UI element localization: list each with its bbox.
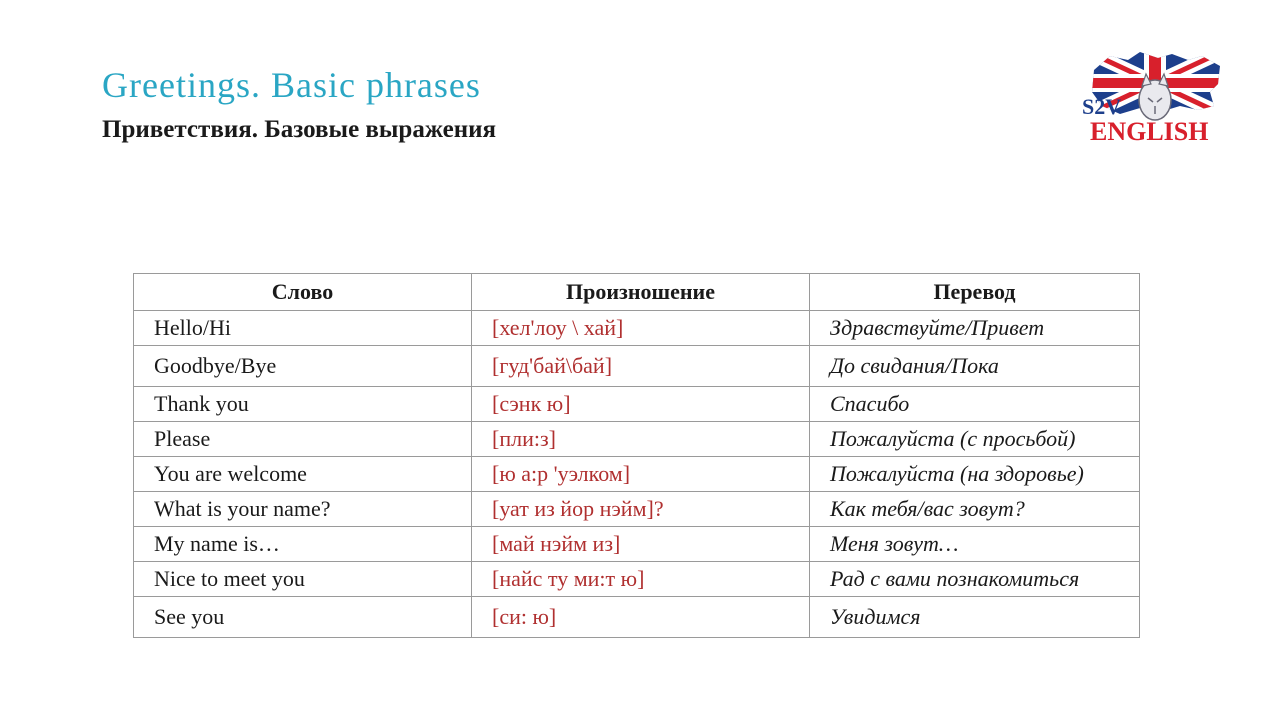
cell-pronunciation: [хел'лоу \ хай] bbox=[472, 311, 810, 346]
logo-english-text: ENGLISH bbox=[1090, 117, 1209, 146]
table-row bbox=[134, 597, 1140, 638]
cell-word: What is your name? bbox=[134, 492, 472, 527]
table-row bbox=[134, 492, 1140, 527]
header-word: Слово bbox=[134, 274, 472, 311]
table-row bbox=[134, 311, 1140, 346]
cell-word: My name is… bbox=[134, 527, 472, 562]
cell-pronunciation: [гуд'бай\бай] bbox=[472, 346, 810, 387]
cell-translation: До свидания/Пока bbox=[810, 346, 1140, 387]
s2v-english-logo bbox=[1080, 48, 1230, 148]
cell-pronunciation: [найс ту ми:т ю] bbox=[472, 562, 810, 597]
table-row bbox=[134, 562, 1140, 597]
page-title: Greetings. Basic phrases bbox=[102, 65, 481, 105]
cell-word: Thank you bbox=[134, 387, 472, 422]
table-header-row bbox=[134, 274, 1140, 311]
cell-translation: Как тебя/вас зовут? bbox=[810, 492, 1140, 527]
cell-pronunciation: [май нэйм из] bbox=[472, 527, 810, 562]
table-row bbox=[134, 346, 1140, 387]
cell-pronunciation: [ю а:р 'уэлком] bbox=[472, 457, 810, 492]
phrases-table bbox=[133, 273, 1140, 638]
cell-word: Goodbye/Bye bbox=[134, 346, 472, 387]
union-jack-map-icon bbox=[1080, 48, 1230, 148]
cell-translation: Меня зовут… bbox=[810, 527, 1140, 562]
cell-word: Hello/Hi bbox=[134, 311, 472, 346]
cell-translation: Увидимся bbox=[810, 597, 1140, 638]
cell-pronunciation: [уат из йор нэйм]? bbox=[472, 492, 810, 527]
cell-word: Please bbox=[134, 422, 472, 457]
cell-translation: Рад с вами познакомиться bbox=[810, 562, 1140, 597]
wolf-emblem-icon bbox=[1139, 74, 1171, 120]
cell-translation: Пожалуйста (на здоровье) bbox=[810, 457, 1140, 492]
cell-translation: Пожалуйста (с просьбой) bbox=[810, 422, 1140, 457]
cell-translation: Здравствуйте/Привет bbox=[810, 311, 1140, 346]
header-pronunciation: Произношение bbox=[472, 274, 810, 311]
table-row bbox=[134, 457, 1140, 492]
table-row bbox=[134, 527, 1140, 562]
logo-s2v-text: S2V bbox=[1082, 94, 1122, 119]
cell-pronunciation: [сэнк ю] bbox=[472, 387, 810, 422]
table-row bbox=[134, 387, 1140, 422]
page-subtitle: Приветствия. Базовые выражения bbox=[102, 116, 497, 143]
cell-translation: Спасибо bbox=[810, 387, 1140, 422]
cell-word: You are welcome bbox=[134, 457, 472, 492]
header-translation: Перевод bbox=[810, 274, 1140, 311]
cell-word: Nice to meet you bbox=[134, 562, 472, 597]
cell-pronunciation: [си: ю] bbox=[472, 597, 810, 638]
cell-pronunciation: [пли:з] bbox=[472, 422, 810, 457]
cell-word: See you bbox=[134, 597, 472, 638]
table-row bbox=[134, 422, 1140, 457]
